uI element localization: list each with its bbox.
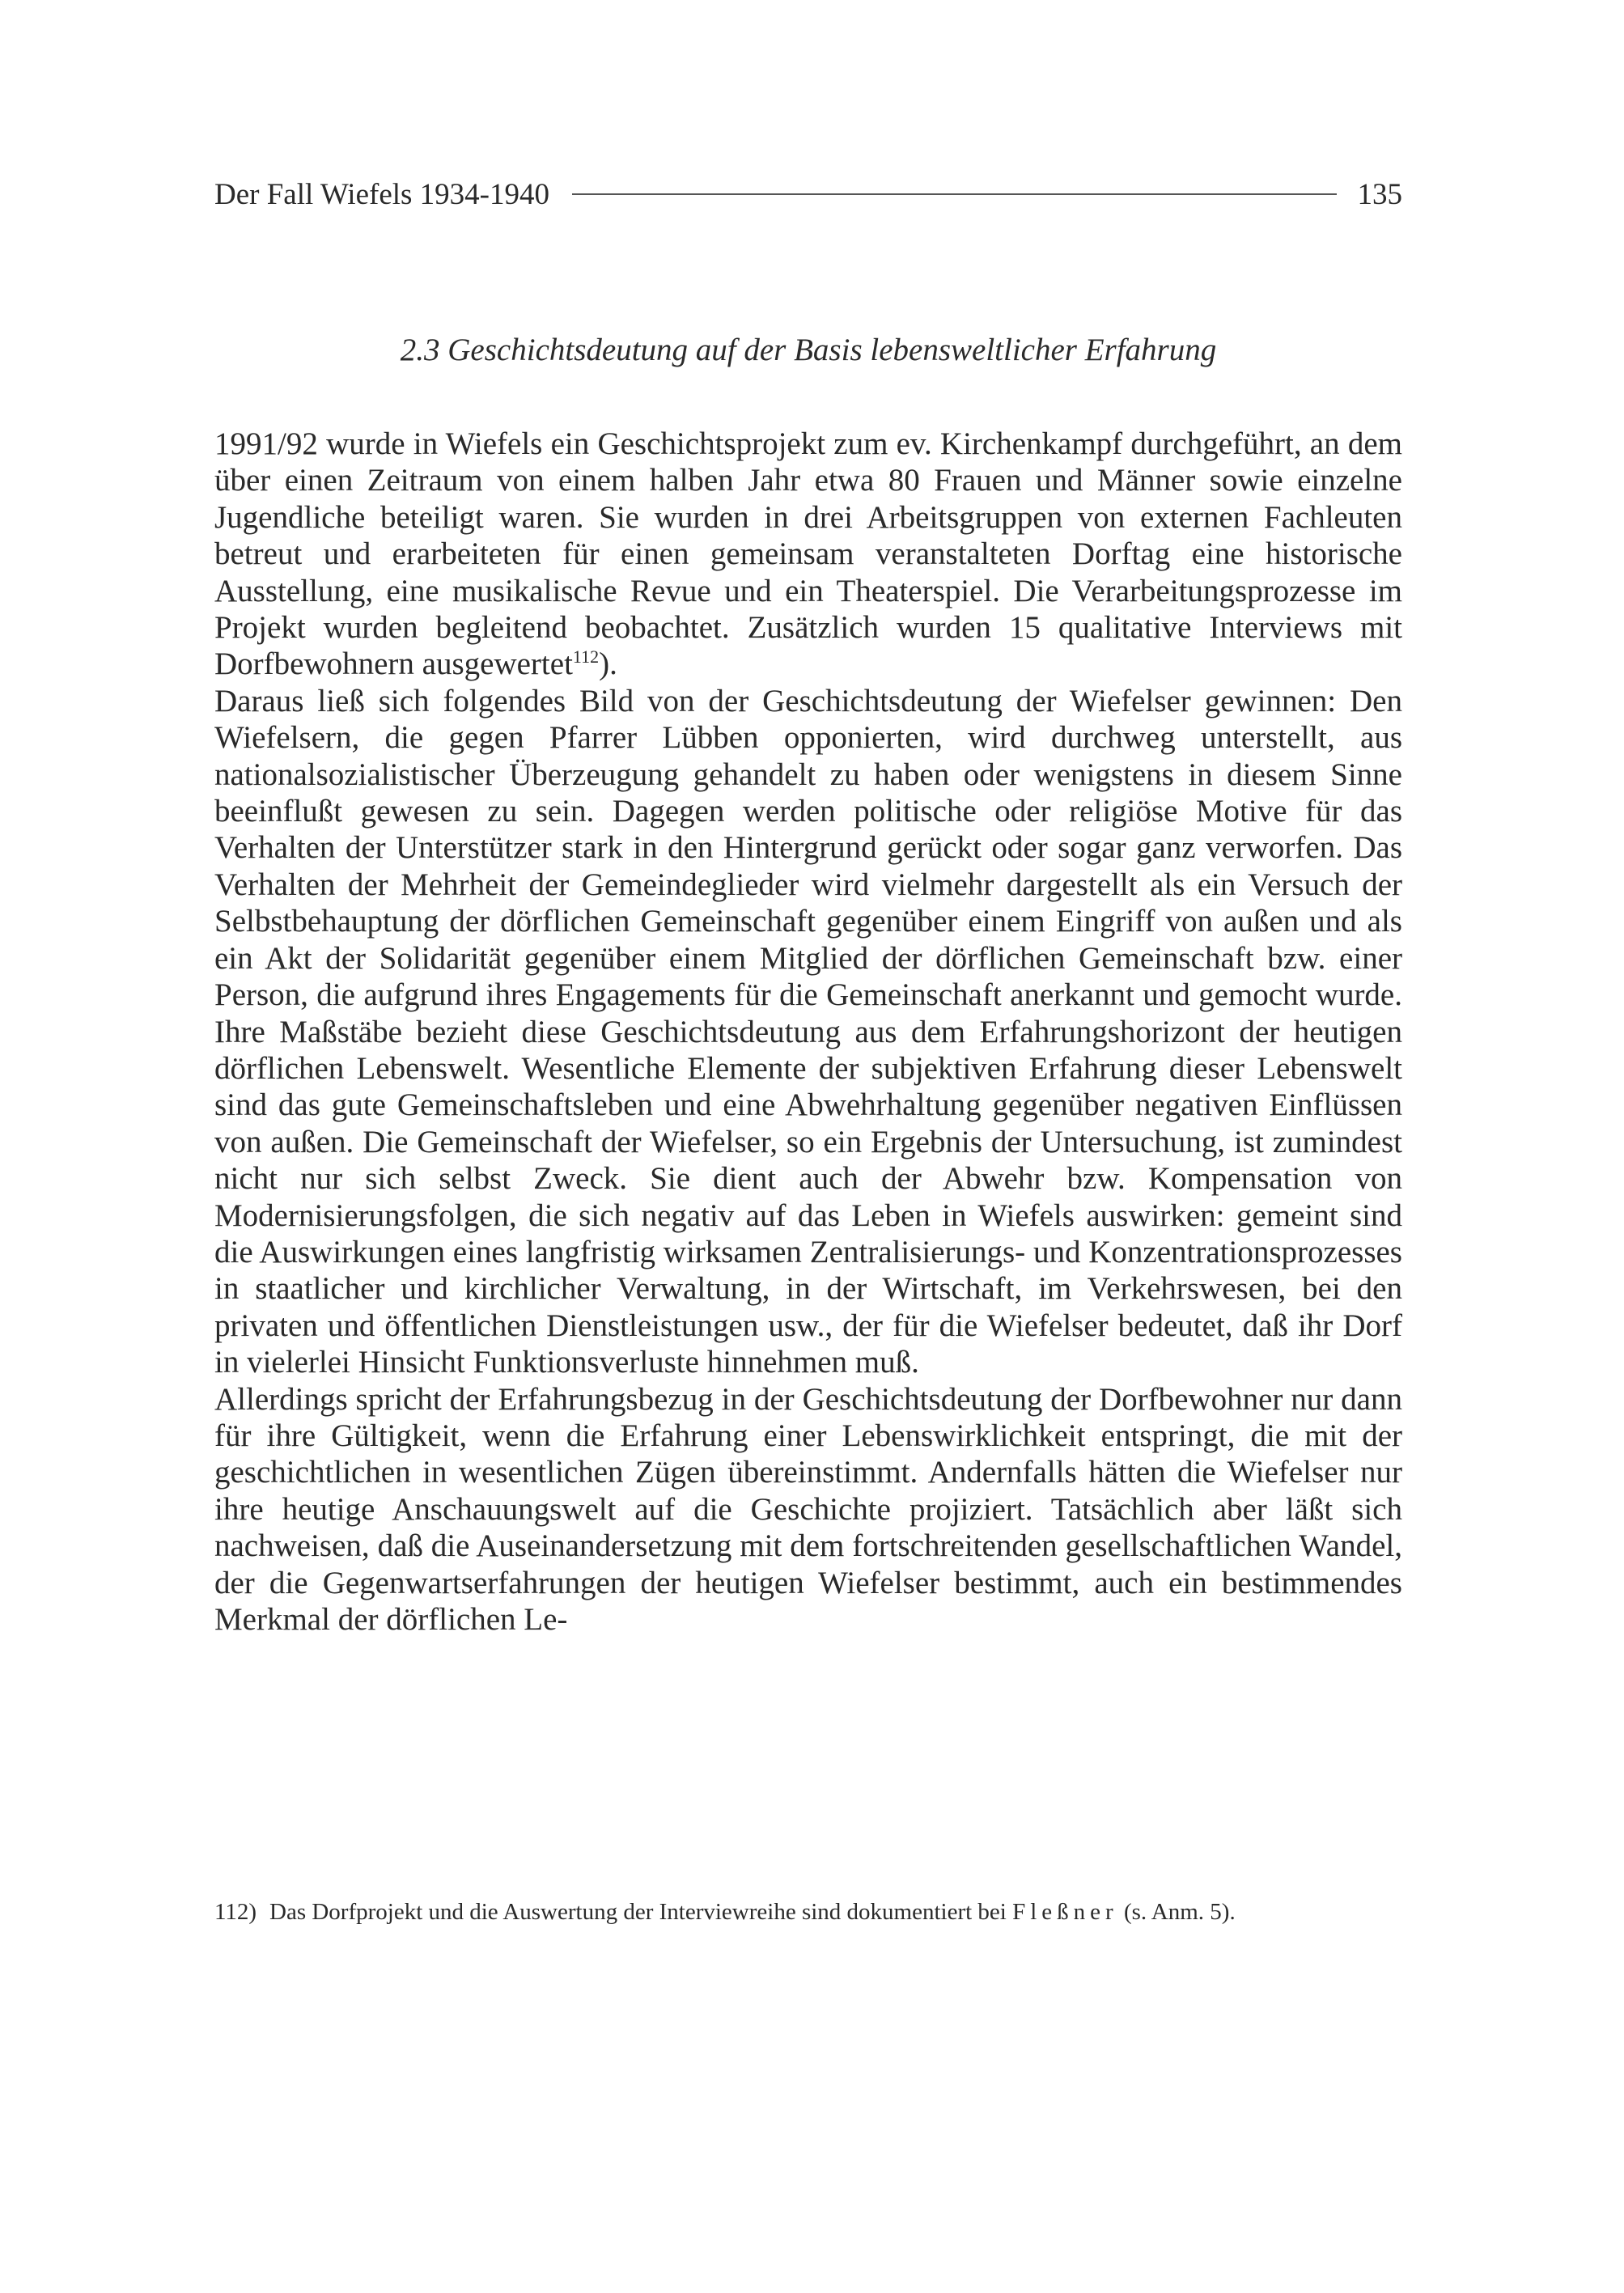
footnote-text — [269, 1896, 1402, 1928]
footnote-text-end: (s. Anm. 5). — [1123, 1899, 1236, 1925]
footnote — [214, 1896, 1402, 1928]
paragraph-1 — [214, 426, 1402, 683]
section-heading: 2.3 Geschichtsdeutung auf der Basis lebensweltlicher Erfahrung — [400, 333, 1217, 367]
body-text — [214, 426, 1402, 1638]
paragraph-1-text: 1991/92 wurde in Wiefels ein Geschichtsprojekt zum ev. Kirchenkampf durchgeführt, an dem über einen Zeitraum von einem halben Jahr etwa 80 Frauen und Männer sowie einzelne Jugendliche beteiligt waren. Sie wurden in drei Arbeitsgruppen von externen Fachleuten betreut und erarbeiteten für einen gemeinsam veranstalteten Dorftag eine historische Ausstellung, eine musikalische Revue und ein Theaterspiel. Die Verarbeitungsprozesse im Projekt wurden begleitend beobachtet. Zusätzlich wurden 15 qualitative Interviews mit Dorfbewohnern ausgewertet — [214, 426, 1402, 682]
page-number: 135 — [1357, 177, 1402, 211]
footnote-reference: 112 — [572, 646, 600, 668]
running-head — [214, 172, 1402, 217]
paragraph-2: Daraus ließ sich folgendes Bild von der Geschichtsdeutung der Wiefelser gewinnen: Den Wiefelsern, die gegen Pfarrer Lübben opponierten, wird durchweg unterstellt, aus nationalsozialistischer Überzeugung gehandelt zu haben oder wenigstens in diesem Sinne beeinflußt gewesen zu sein. Dagegen werden politische oder religiöse Motive für das Verhalten der Unterstützer stark in den Hintergrund gerückt oder sogar ganz verworfen. Das Verhalten der Mehrheit der Gemeindeglieder wird vielmehr dargestellt als ein Versuch der Selbstbehauptung der dörflichen Gemeinschaft gegenüber einem Eingriff von außen und als ein Akt der Solidarität gegenüber einem Mitglied der dörflichen Gemeinschaft bzw. einer Person, die aufgrund ihres Engagements für die Gemeinschaft anerkannt und gemocht wurde. Ihre Maßstäbe bezieht diese Geschichtsdeutung aus dem Erfahrungshorizont der heutigen dörflichen Lebenswelt. Wesentliche Elemente der subjektiven Erfahrung dieser Lebenswelt sind das gute Gemeinschaftsleben und eine Abwehrhaltung gegenüber negativen Einflüssen von außen. Die Gemeinschaft der Wiefelser, so ein Ergebnis der Untersuchung, ist zumindest nicht nur sich selbst Zweck. Sie dient auch der Abwehr bzw. Kompensation von Modernisierungsfolgen, die sich negativ auf das Leben in Wiefels auswirken: gemeint sind die Auswirkungen eines langfristig wirksamen Zentralisierungs- und Konzentrationsprozesses in staatlicher und kirchlicher Verwaltung, in der Wirtschaft, im Verkehrswesen, bei den privaten und öffentlichen Dienstleistungen usw., der für die Wiefelser bedeutet, daß ihr Dorf in vielerlei Hinsicht Funktionsverluste hinnehmen muß. — [214, 683, 1402, 1380]
footnote-author: Fleßner — [1012, 1899, 1118, 1925]
paragraph-1-tail: ). — [599, 646, 617, 682]
footnote-text-start: Das Dorfprojekt und die Auswertung der Interviewreihe sind dokumentiert bei — [269, 1899, 1007, 1925]
paragraph-3: Allerdings spricht der Erfahrungsbezug in der Geschichtsdeutung der Dorfbewohner nur dann für ihre Gültigkeit, wenn die Erfahrung einer Lebenswirklichkeit entspringt, die mit der geschichtlichen in wesentlichen Zügen übereinstimmt. Andernfalls hätten die Wiefelser nur ihre heutige Anschauungswelt auf die Geschichte projiziert. Tatsächlich aber läßt sich nachweisen, daß die Auseinandersetzung mit dem fortschreitenden gesellschaftlichen Wandel, der die Gegenwartserfahrungen der heutigen Wiefelser bestimmt, auch ein bestimmendes Merkmal der dörflichen Le- — [214, 1381, 1402, 1637]
footnote-number: 112) — [214, 1899, 257, 1925]
running-head-title: Der Fall Wiefels 1934-1940 — [214, 177, 549, 211]
running-head-rule — [572, 193, 1337, 195]
